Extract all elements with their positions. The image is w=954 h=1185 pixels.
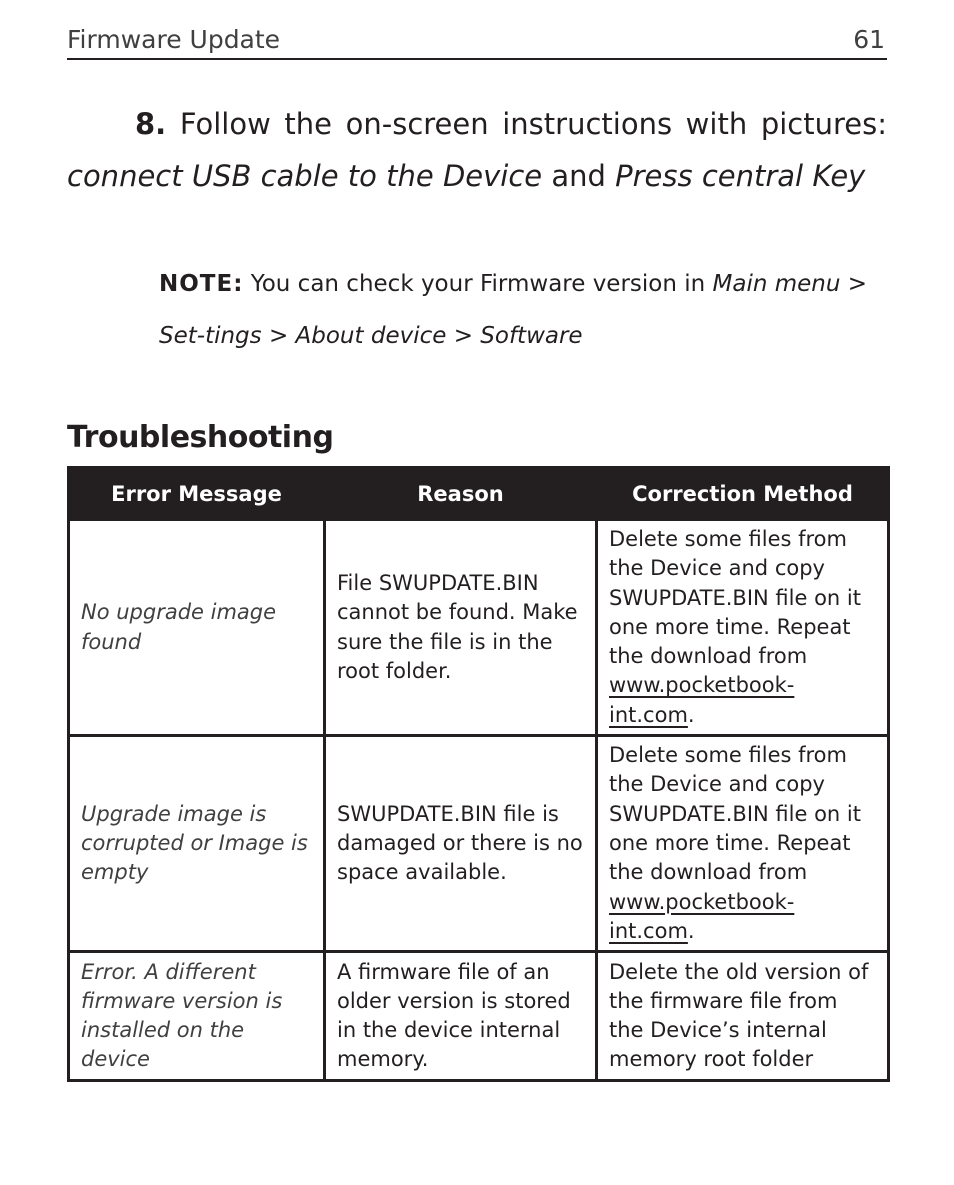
correction-cell (597, 736, 889, 952)
note-text: You can check your Firmware version in (250, 271, 706, 297)
note (159, 258, 891, 362)
troubleshooting-table (67, 466, 890, 1082)
website-link[interactable]: www.pocketbook-int.com (609, 673, 795, 727)
column-header-reason: Reason (325, 468, 597, 520)
error-message-cell: Error. A different firmware version is installed on the device (69, 952, 325, 1081)
correction-end: . (687, 702, 695, 727)
troubleshooting-heading: Troubleshooting (67, 420, 334, 455)
step-text: Follow the on-screen instructions with pictures: (179, 107, 887, 141)
table-header-row (69, 468, 889, 520)
step-number: 8. (135, 107, 167, 141)
step-action-connect: connect USB cable to the Device (67, 159, 543, 193)
note-menu-path: Main menu > Set-tings > About device > Software (159, 271, 868, 349)
note-label: NOTE: (159, 271, 244, 297)
page-number: 61 (853, 25, 885, 54)
correction-cell (597, 952, 889, 1081)
column-header-correction: Correction Method (597, 468, 889, 520)
table-row (69, 952, 889, 1081)
step-action-press: Press central Key (615, 159, 866, 193)
table-row (69, 736, 889, 952)
error-message-cell: No upgrade image found (69, 520, 325, 736)
step-8 (67, 98, 887, 202)
correction-text: Delete some files from the Device and copy SWUPDATE.BIN file on it one more time. Repeat the download from (609, 527, 861, 669)
correction-text: Delete the old version of the firmware file from the Device’s internal memory root folder (609, 959, 869, 1072)
correction-text: Delete some files from the Device and copy SWUPDATE.BIN file on it one more time. Repeat the download from (609, 743, 861, 885)
website-link[interactable]: www.pocketbook-int.com (609, 889, 795, 943)
correction-end: . (687, 918, 695, 943)
header-section-title: Firmware Update (67, 25, 281, 54)
running-header (67, 22, 887, 60)
correction-cell (597, 520, 889, 736)
column-header-error: Error Message (69, 468, 325, 520)
reason-cell: A firmware file of an older version is stored in the device internal memory. (325, 952, 597, 1081)
error-message-cell: Upgrade image is corrupted or Image is empty (69, 736, 325, 952)
step-connector: and (551, 159, 606, 193)
reason-cell: File SWUPDATE.BIN cannot be found. Make sure the file is in the root folder. (325, 520, 597, 736)
reason-cell: SWUPDATE.BIN file is damaged or there is no space available. (325, 736, 597, 952)
table-row (69, 520, 889, 736)
